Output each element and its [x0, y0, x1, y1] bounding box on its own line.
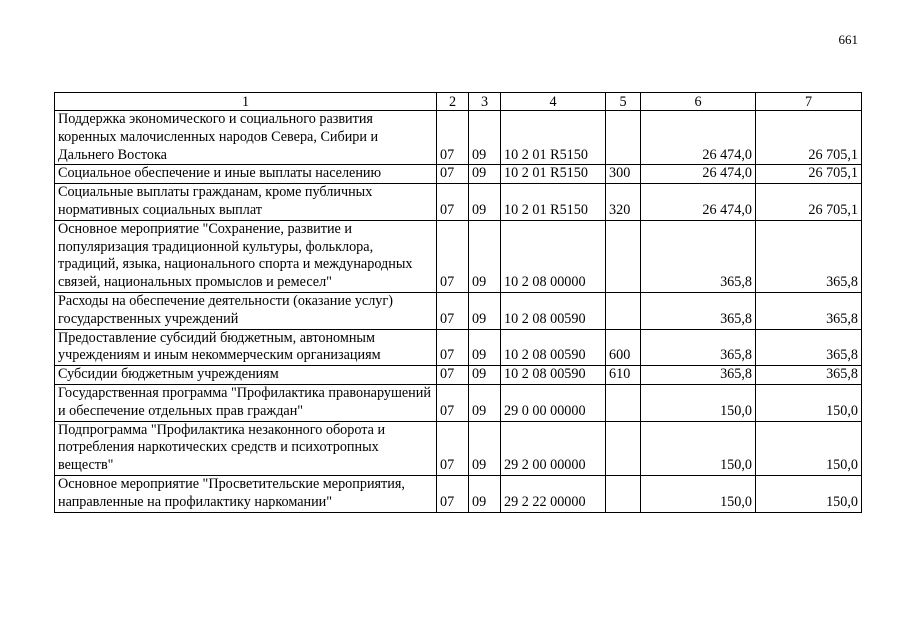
row-section: 07 [437, 475, 469, 512]
row-name: Поддержка экономического и социального развития коренных малочисленных народов Севера, Сибири и Дальнего Востока [55, 111, 437, 165]
row-target-code: 10 2 01 R5150 [501, 184, 606, 221]
row-expense-type: 610 [606, 366, 641, 385]
row-subsection: 09 [469, 184, 501, 221]
row-sum-1: 150,0 [641, 384, 756, 421]
row-section: 07 [437, 366, 469, 385]
row-sum-1: 365,8 [641, 329, 756, 366]
row-name: Субсидии бюджетным учреждениям [55, 366, 437, 385]
page-number: 661 [838, 32, 858, 47]
header-cell: 4 [501, 93, 606, 111]
row-sum-1: 365,8 [641, 292, 756, 329]
row-target-code: 10 2 08 00000 [501, 220, 606, 292]
row-expense-type [606, 384, 641, 421]
row-target-code: 10 2 01 R5150 [501, 165, 606, 184]
row-target-code: 10 2 01 R5150 [501, 111, 606, 165]
row-target-code: 29 2 00 00000 [501, 421, 606, 475]
row-subsection: 09 [469, 421, 501, 475]
table-row [55, 184, 862, 221]
row-sum-2: 150,0 [756, 475, 862, 512]
row-name: Расходы на обеспечение деятельности (оказание услуг) государственных учреждений [55, 292, 437, 329]
row-name: Основное мероприятие "Сохранение, развитие и популяризация традиционной культуры, фольклора, традиций, языка, национального спорта и международных связей, национальных промыслов и ремесел" [55, 220, 437, 292]
row-expense-type: 600 [606, 329, 641, 366]
table-row [55, 111, 862, 165]
row-subsection: 09 [469, 384, 501, 421]
row-target-code: 10 2 08 00590 [501, 329, 606, 366]
row-section: 07 [437, 220, 469, 292]
header-cell: 5 [606, 93, 641, 111]
header-cell: 1 [55, 93, 437, 111]
table-header-row [55, 93, 862, 111]
header-cell: 7 [756, 93, 862, 111]
row-target-code: 10 2 08 00590 [501, 292, 606, 329]
row-section: 07 [437, 384, 469, 421]
table-row [55, 421, 862, 475]
row-name: Социальное обеспечение и иные выплаты населению [55, 165, 437, 184]
row-sum-2: 26 705,1 [756, 184, 862, 221]
row-name: Социальные выплаты гражданам, кроме публичных нормативных социальных выплат [55, 184, 437, 221]
header-cell: 3 [469, 93, 501, 111]
row-target-code: 29 0 00 00000 [501, 384, 606, 421]
row-expense-type [606, 220, 641, 292]
row-subsection: 09 [469, 111, 501, 165]
table-row [55, 165, 862, 184]
row-name: Предоставление субсидий бюджетным, автономным учреждениям и иным некоммерческим организациям [55, 329, 437, 366]
row-section: 07 [437, 111, 469, 165]
row-sum-2: 26 705,1 [756, 165, 862, 184]
row-subsection: 09 [469, 475, 501, 512]
row-sum-2: 365,8 [756, 220, 862, 292]
budget-table [54, 92, 862, 513]
row-sum-1: 150,0 [641, 475, 756, 512]
header-cell: 2 [437, 93, 469, 111]
row-expense-type: 320 [606, 184, 641, 221]
row-sum-1: 365,8 [641, 220, 756, 292]
row-subsection: 09 [469, 165, 501, 184]
row-expense-type [606, 475, 641, 512]
table-row [55, 475, 862, 512]
table-row [55, 366, 862, 385]
row-name: Государственная программа "Профилактика правонарушений и обеспечение отдельных прав граждан" [55, 384, 437, 421]
row-target-code: 10 2 08 00590 [501, 366, 606, 385]
row-target-code: 29 2 22 00000 [501, 475, 606, 512]
row-subsection: 09 [469, 220, 501, 292]
row-sum-1: 365,8 [641, 366, 756, 385]
row-name: Основное мероприятие "Просветительские мероприятия, направленные на профилактику наркомании" [55, 475, 437, 512]
row-subsection: 09 [469, 366, 501, 385]
row-sum-2: 150,0 [756, 421, 862, 475]
row-expense-type [606, 421, 641, 475]
row-expense-type: 300 [606, 165, 641, 184]
row-sum-2: 26 705,1 [756, 111, 862, 165]
row-name: Подпрограмма "Профилактика незаконного оборота и потребления наркотических средств и психотропных веществ" [55, 421, 437, 475]
table-row [55, 329, 862, 366]
row-sum-2: 365,8 [756, 329, 862, 366]
row-expense-type [606, 292, 641, 329]
row-section: 07 [437, 184, 469, 221]
row-section: 07 [437, 292, 469, 329]
row-section: 07 [437, 165, 469, 184]
row-subsection: 09 [469, 329, 501, 366]
row-section: 07 [437, 329, 469, 366]
table-row [55, 220, 862, 292]
table-row [55, 384, 862, 421]
row-sum-1: 150,0 [641, 421, 756, 475]
row-sum-2: 365,8 [756, 292, 862, 329]
header-cell: 6 [641, 93, 756, 111]
row-sum-2: 365,8 [756, 366, 862, 385]
row-section: 07 [437, 421, 469, 475]
row-sum-1: 26 474,0 [641, 111, 756, 165]
table-row [55, 292, 862, 329]
row-sum-2: 150,0 [756, 384, 862, 421]
row-expense-type [606, 111, 641, 165]
row-subsection: 09 [469, 292, 501, 329]
row-sum-1: 26 474,0 [641, 165, 756, 184]
row-sum-1: 26 474,0 [641, 184, 756, 221]
